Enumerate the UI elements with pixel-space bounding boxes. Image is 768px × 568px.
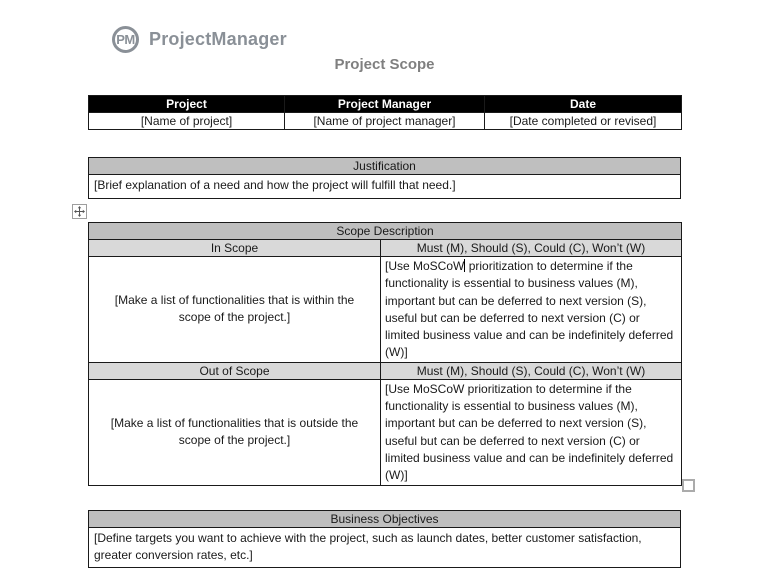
in-scope-description-field[interactable]: [Make a list of functionalities that is within the scope of the project.] xyxy=(89,257,381,363)
business-objectives-section xyxy=(88,510,681,568)
project-info-table xyxy=(88,95,682,130)
info-header-project-manager: Project Manager xyxy=(285,96,485,113)
moscow-text-after-cursor: prioritization to determine if the functionality is essential to business values (M), important but can be deferred to next version (S), useful but can be deferred to next version (C) or limited business value and can be indefinitely deferred (W)] xyxy=(385,259,674,360)
scope-table-title: Scope Description xyxy=(89,223,682,240)
project-name-field[interactable]: [Name of project] xyxy=(89,113,285,130)
table-resize-handle[interactable] xyxy=(682,479,695,492)
business-objectives-body-field[interactable]: [Define targets you want to achieve with the project, such as launch dates, better customer satisfaction, greater conversion rates, etc.] xyxy=(94,531,642,562)
pm-logo-text: PM xyxy=(116,32,135,47)
scope-header-row xyxy=(89,223,682,240)
projectmanager-logo xyxy=(112,26,287,53)
info-value-row xyxy=(89,113,682,130)
scope-description-table xyxy=(88,222,682,486)
date-field[interactable]: [Date completed or revised] xyxy=(485,113,682,130)
in-scope-label: In Scope xyxy=(89,240,381,257)
four-way-arrow-icon xyxy=(74,206,85,217)
table-move-handle[interactable] xyxy=(72,204,87,219)
out-of-scope-subheader-row xyxy=(89,362,682,379)
out-of-scope-moscow-field[interactable]: [Use MoSCoW prioritization to determine if the functionality is essential to business values (M), important but can be deferred to next version (S), useful but can be deferred to next version (C) or limited business value and can be indefinitely deferred (W)] xyxy=(381,379,682,485)
justification-body-field[interactable]: [Brief explanation of a need and how the project will fulfill that need.] xyxy=(94,178,456,192)
justification-section xyxy=(88,157,681,199)
in-scope-moscow-field[interactable] xyxy=(381,257,682,363)
info-header-project: Project xyxy=(89,96,285,113)
out-of-scope-moscow-header: Must (M), Should (S), Could (C), Won’t (W) xyxy=(381,362,682,379)
project-manager-field[interactable]: [Name of project manager] xyxy=(285,113,485,130)
in-scope-moscow-header: Must (M), Should (S), Could (C), Won’t (W) xyxy=(381,240,682,257)
info-header-date: Date xyxy=(485,96,682,113)
brand-name: ProjectManager xyxy=(149,29,287,49)
info-header-row xyxy=(89,96,682,113)
out-of-scope-label: Out of Scope xyxy=(89,362,381,379)
in-scope-content-row xyxy=(89,257,682,363)
moscow-text-before-cursor: [Use MoSCoW xyxy=(385,259,465,273)
page-title: Project Scope xyxy=(334,56,435,73)
out-of-scope-content-row xyxy=(89,379,682,485)
pm-logo-icon xyxy=(112,26,139,53)
out-of-scope-description-field[interactable]: [Make a list of functionalities that is outside the scope of the project.] xyxy=(89,379,381,485)
in-scope-subheader-row xyxy=(89,240,682,257)
justification-header: Justification xyxy=(89,158,680,175)
business-objectives-header: Business Objectives xyxy=(89,511,680,528)
